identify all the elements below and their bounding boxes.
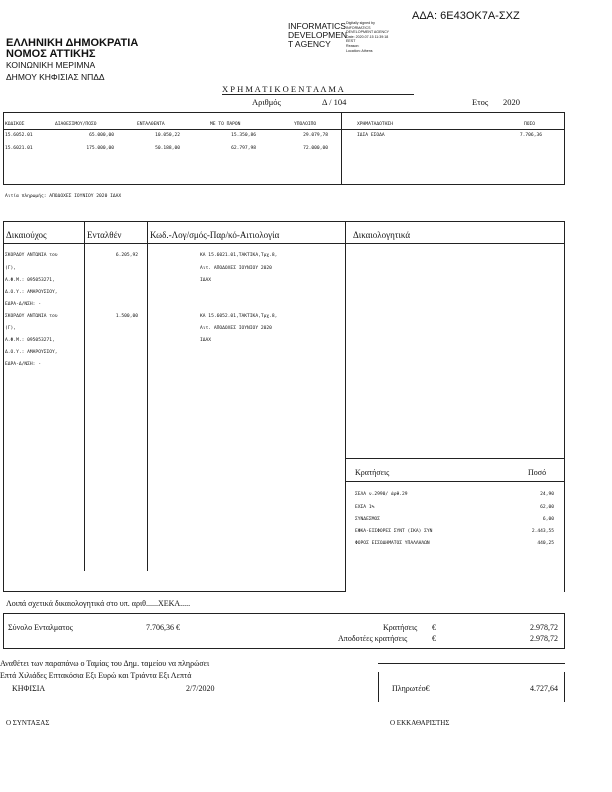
- signature-agency: INFORMATICS DEVELOPMEN T AGENCY: [288, 21, 348, 49]
- signature-metadata: Digitally signed by INFORMATICS DEVELOPMENT AGENCY Date: 2020.07.15 11:39:18 EEST Reason: Location: Athens: [346, 21, 390, 53]
- title-year-label: Ετος: [472, 97, 489, 107]
- payable-amount: 4.727,64: [530, 684, 558, 693]
- budget-header-amount: ΠΟΣΟ: [524, 122, 536, 127]
- header-municipality: ΔΗΜΟΥ ΚΗΦΙΣΙΑΣ ΝΠΔΔ: [6, 72, 105, 82]
- deductions-title: Κρατήσεις: [355, 468, 390, 477]
- order-date: 2/7/2020: [186, 684, 215, 693]
- title-number: Δ / 104: [322, 97, 347, 107]
- order-line-2: Επτά Χιλιάδες Επτακόσια Εξι Ευρώ και Τριάντα Εξι Λεπτά: [0, 671, 192, 680]
- deductions-total-label: Κρατήσεις: [383, 623, 418, 632]
- title-year: 2020: [503, 97, 520, 107]
- budget-header-current: ΜΕ ΤΟ ΠΑΡΟΝ: [210, 122, 241, 127]
- header-amount: Ενταλθέν: [87, 230, 122, 240]
- withheld-amount: 2.978,72: [530, 634, 558, 643]
- budget-header-code: ΚΩΔΙΚΟΣ: [5, 122, 25, 127]
- budget-header-funding: ΧΡΗΜΑΤΑΔΟΤΗΣΗ: [357, 122, 393, 127]
- withheld-currency: €: [432, 634, 436, 643]
- funding-source: ΙΔΙΑ ΕΣΟΔΑ: [357, 133, 385, 138]
- signature-clearer: Ο ΕΚΚΑΘΑΡΙΣΤΗΣ: [390, 719, 450, 727]
- header-beneficiary: Δικαιούχος: [6, 230, 47, 240]
- other-documents: Λοιπά σχετικά δικαιολογητικά στο υπ. αριθ......ΧΕΚΑ.....: [6, 599, 191, 608]
- header-prefecture: ΝΟΜΟΣ ΑΤΤΙΚΗΣ: [6, 48, 96, 60]
- budget-header-issued: ΕΝΤΑΛΘΕΝΤΑ: [137, 122, 165, 127]
- order-place: ΚΗΦΙΣΙΑ: [12, 684, 46, 693]
- total-label: Σύνολο Ενταλματος: [8, 623, 73, 632]
- header-organization: ΚΟΙΝΩΝΙΚΗ ΜΕΡΙΜΝΑ: [6, 60, 96, 70]
- budget-header-remaining: ΥΠΟΛΟΙΠΟ: [294, 122, 317, 127]
- header-documents: Δικαιολογητικά: [353, 230, 411, 240]
- payable-label: Πληρωτέο€: [392, 684, 430, 693]
- total-amount: 7.706,36 €: [146, 623, 180, 632]
- deductions-total-amount: 2.978,72: [530, 623, 558, 632]
- header-code: Κωδ.-Λογ/σμός-Παρ/κό-Αιτιολογία: [150, 230, 280, 240]
- signature-composer: Ο ΣΥΝΤΑΞΑΣ: [6, 719, 50, 727]
- funding-amount: 7.706,36: [519, 133, 542, 138]
- budget-header-available: ΔΙΑΘΕΣΙΜΟΥ/ΠΟΣΟ: [55, 122, 97, 127]
- header-country: ΕΛΛΗΝΙΚΗ ΔΗΜΟΚΡΑΤΙΑ: [6, 37, 139, 49]
- deductions-amount-label: Ποσό: [528, 468, 547, 477]
- deductions-total-currency: €: [432, 623, 436, 632]
- order-line-1: Αναθέτει των παραπάνω ο Ταμίας του Δημ. ταμείου να πληρώσει: [0, 659, 210, 668]
- payment-cause: Αιτία πληρωμής: ΑΠΟΔΟΧΕΣ ΙΟΥΝΙΟΥ 2020 ΙΔΑΧ: [5, 194, 122, 199]
- withheld-label: Αποδοτέες κρατήσεις: [338, 634, 408, 643]
- ada-number: ΑΔΑ: 6Ε43ΟΚ7Α-ΣΧΖ: [412, 10, 520, 22]
- document-title: Χ Ρ Η Μ Α Τ Ι Κ Ο Ε Ν Τ Α Λ Μ Α: [222, 84, 344, 94]
- title-number-label: Αριθμός: [252, 97, 281, 107]
